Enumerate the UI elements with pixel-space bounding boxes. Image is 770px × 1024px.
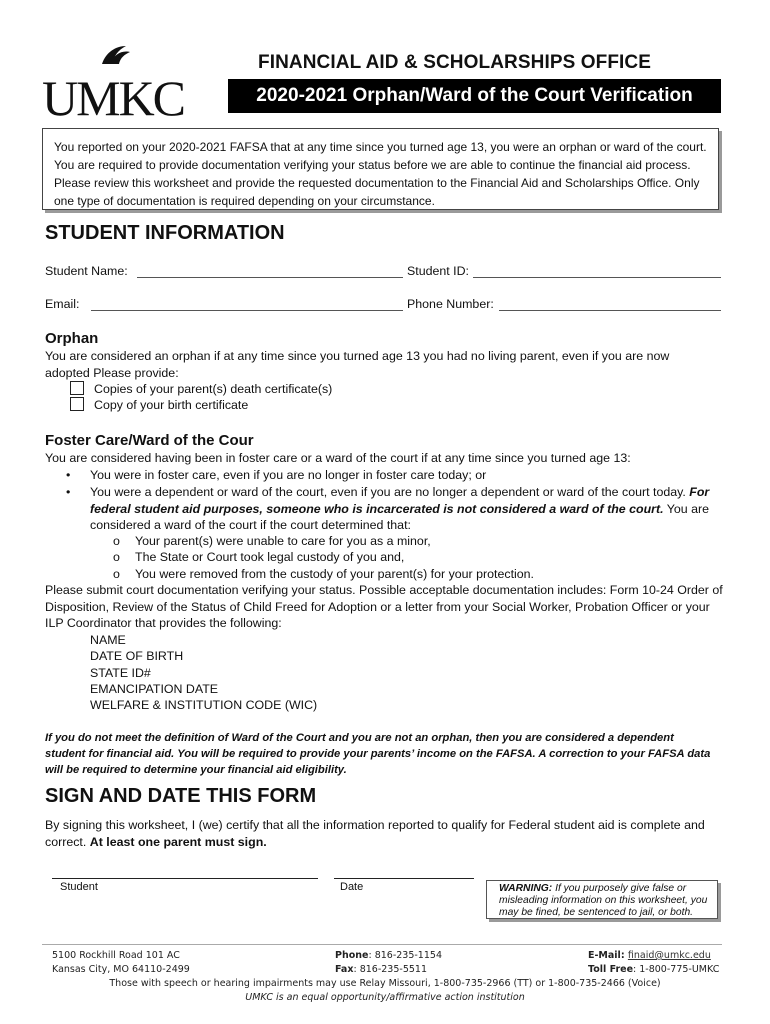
certify-text: By signing this worksheet, I (we) certify that all the information reported to qualify for Federal student aid is complete and correct. bbox=[45, 818, 705, 849]
sub-item-text: The State or Court took legal custody of you and, bbox=[135, 550, 405, 564]
sub-marker: o bbox=[113, 567, 120, 581]
sub-marker: o bbox=[113, 534, 120, 548]
eeo-statement: UMKC is an equal opportunity/affirmative action institution bbox=[245, 992, 525, 1003]
fax-number: : 816-235-5511 bbox=[353, 964, 428, 975]
email-field[interactable] bbox=[91, 310, 403, 311]
footer-email-tollfree: E-Mail: finaid@umkc.edu Toll Free: 1-800-775-UMKC bbox=[588, 950, 720, 975]
orphan-heading: Orphan bbox=[45, 330, 99, 347]
foster-sub-item bbox=[113, 566, 534, 583]
phone-label: Phone Number: bbox=[407, 297, 494, 311]
intro-text: You reported on your 2020-2021 FAFSA that at any time since you turned age 13, you were an orphan or ward of the court. You are required to provide documentation verifying your status before we are able to continue the financial aid process. Please review this worksheet and provide the requested documentation to the Financial Aid and Scholarships Office. Only one type of documentation is required depending on your circumstance. bbox=[54, 140, 707, 208]
foster-bullet-2 bbox=[66, 484, 726, 534]
foster-sub-item bbox=[113, 549, 404, 566]
email-link[interactable]: finaid@umkc.edu bbox=[627, 950, 711, 961]
sub-item-text: You were removed from the custody of your parent(s) for your protection. bbox=[135, 567, 534, 581]
required-field-item: EMANCIPATION DATE bbox=[90, 682, 219, 696]
required-field-item: NAME bbox=[90, 633, 126, 647]
incarcerated-note: For federal student aid purposes, someone who is incarcerated is not considered a ward of the court. bbox=[90, 485, 710, 516]
date-caption: Date bbox=[340, 881, 364, 893]
warning-box bbox=[486, 880, 718, 919]
student-info-heading: STUDENT INFORMATION bbox=[45, 222, 285, 244]
email-label: E-Mail bbox=[588, 950, 621, 961]
bullet-marker: • bbox=[66, 468, 71, 482]
logo-wordmark: UMKC bbox=[42, 70, 185, 124]
student-caption: Student bbox=[60, 881, 98, 893]
foster-sub-item bbox=[113, 533, 431, 550]
fax-label: Fax bbox=[335, 964, 354, 975]
required-field-item: STATE ID# bbox=[90, 666, 151, 680]
phone-number: : 816-235-1154 bbox=[368, 950, 442, 961]
warning-text: If you purposely give false or misleading information on this worksheet, you may be fined, be sentenced to jail, or both. bbox=[499, 883, 708, 918]
umkc-logo-graphic bbox=[40, 44, 205, 124]
address-line-2: Kansas City, MO 64110-2499 bbox=[52, 964, 190, 975]
student-signature-line[interactable] bbox=[52, 878, 318, 879]
bullet-text: You were in foster care, even if you are no longer in foster care today; or bbox=[90, 468, 487, 482]
student-name-field[interactable] bbox=[137, 277, 403, 278]
date-signature-line[interactable] bbox=[334, 878, 474, 879]
student-id-field[interactable] bbox=[473, 277, 721, 278]
phone-field[interactable] bbox=[499, 310, 721, 311]
required-field-item: WELFARE & INSTITUTION CODE (WIC) bbox=[90, 698, 318, 712]
submit-documentation-text: Please submit court documentation verifying your status. Possible acceptable documentation includes: Form 10-24 Order of Disposition, Review of the Status of Child Freed for Adoption or a letter from your Social Worker, Probation Officer or your ILP Coordinator that provides the following: bbox=[45, 583, 723, 631]
option-label: Copies of your parent(s) death certificate(s) bbox=[94, 382, 333, 396]
form-title: 2020-2021 Orphan/Ward of the Court Verification bbox=[228, 79, 721, 113]
dependent-student-notice: If you do not meet the definition of Ward of the Court and you are not an orphan, then you are considered a dependent student for financial aid. You will be required to provide your parents’ income on the FAFSA. A correction to your FAFSA data will be required to determine your financial aid eligibility. bbox=[45, 732, 711, 776]
checkbox[interactable] bbox=[70, 397, 84, 411]
bullet-text-cont: You are considered a ward of the court if the court determined that: bbox=[90, 501, 710, 533]
required-field-item: DATE OF BIRTH bbox=[90, 649, 184, 663]
phone-label: Phone bbox=[335, 950, 369, 961]
student-name-label: Student Name: bbox=[45, 264, 128, 278]
sign-heading: SIGN AND DATE THIS FORM bbox=[45, 785, 317, 807]
office-name: FINANCIAL AID & SCHOLARSHIPS OFFICE bbox=[258, 52, 652, 73]
email-label: Email: bbox=[45, 297, 80, 311]
orphan-text: You are considered an orphan if at any time since you turned age 13 you had no living parent, even if you are now adopted Please provide: bbox=[45, 349, 670, 380]
sub-marker: o bbox=[113, 550, 120, 564]
foster-bullet-1 bbox=[66, 467, 726, 484]
bullet-marker: • bbox=[66, 485, 71, 499]
address-line-1: 5100 Rockhill Road 101 AC bbox=[52, 950, 180, 961]
orphan-option-death-certificate[interactable] bbox=[70, 381, 332, 398]
orphan-option-birth-certificate[interactable] bbox=[70, 397, 248, 414]
student-id-label: Student ID: bbox=[407, 264, 469, 278]
footer-divider bbox=[42, 944, 722, 945]
sub-item-text: Your parent(s) were unable to care for you as a minor, bbox=[135, 534, 431, 548]
parent-must-sign: At least one parent must sign. bbox=[89, 834, 267, 849]
intro-box bbox=[42, 128, 719, 210]
footer-phone-fax bbox=[335, 949, 442, 977]
umkc-logo bbox=[40, 44, 205, 124]
tollfree-number: : 1-800-775-UMKC bbox=[633, 964, 720, 975]
bullet-text: You were a dependent or ward of the court, even if you are no longer a dependent or ward of the court today. bbox=[90, 485, 686, 499]
relay-notice: Those with speech or hearing impairments may use Relay Missouri, 1-800-735-2966 (TT) or 1-800-735-2466 (Voice) bbox=[109, 978, 661, 989]
foster-heading: Foster Care/Ward of the Cour bbox=[45, 432, 254, 449]
warning-label: WARNING: bbox=[499, 883, 553, 894]
foster-intro: You are considered having been in foster care or a ward of the court if at any time since you turned age 13: bbox=[45, 451, 631, 465]
checkbox[interactable] bbox=[70, 381, 84, 395]
option-label: Copy of your birth certificate bbox=[94, 398, 249, 412]
footer-address bbox=[52, 949, 190, 977]
sign-text bbox=[45, 817, 735, 850]
tollfree-label: Toll Free bbox=[588, 964, 634, 975]
